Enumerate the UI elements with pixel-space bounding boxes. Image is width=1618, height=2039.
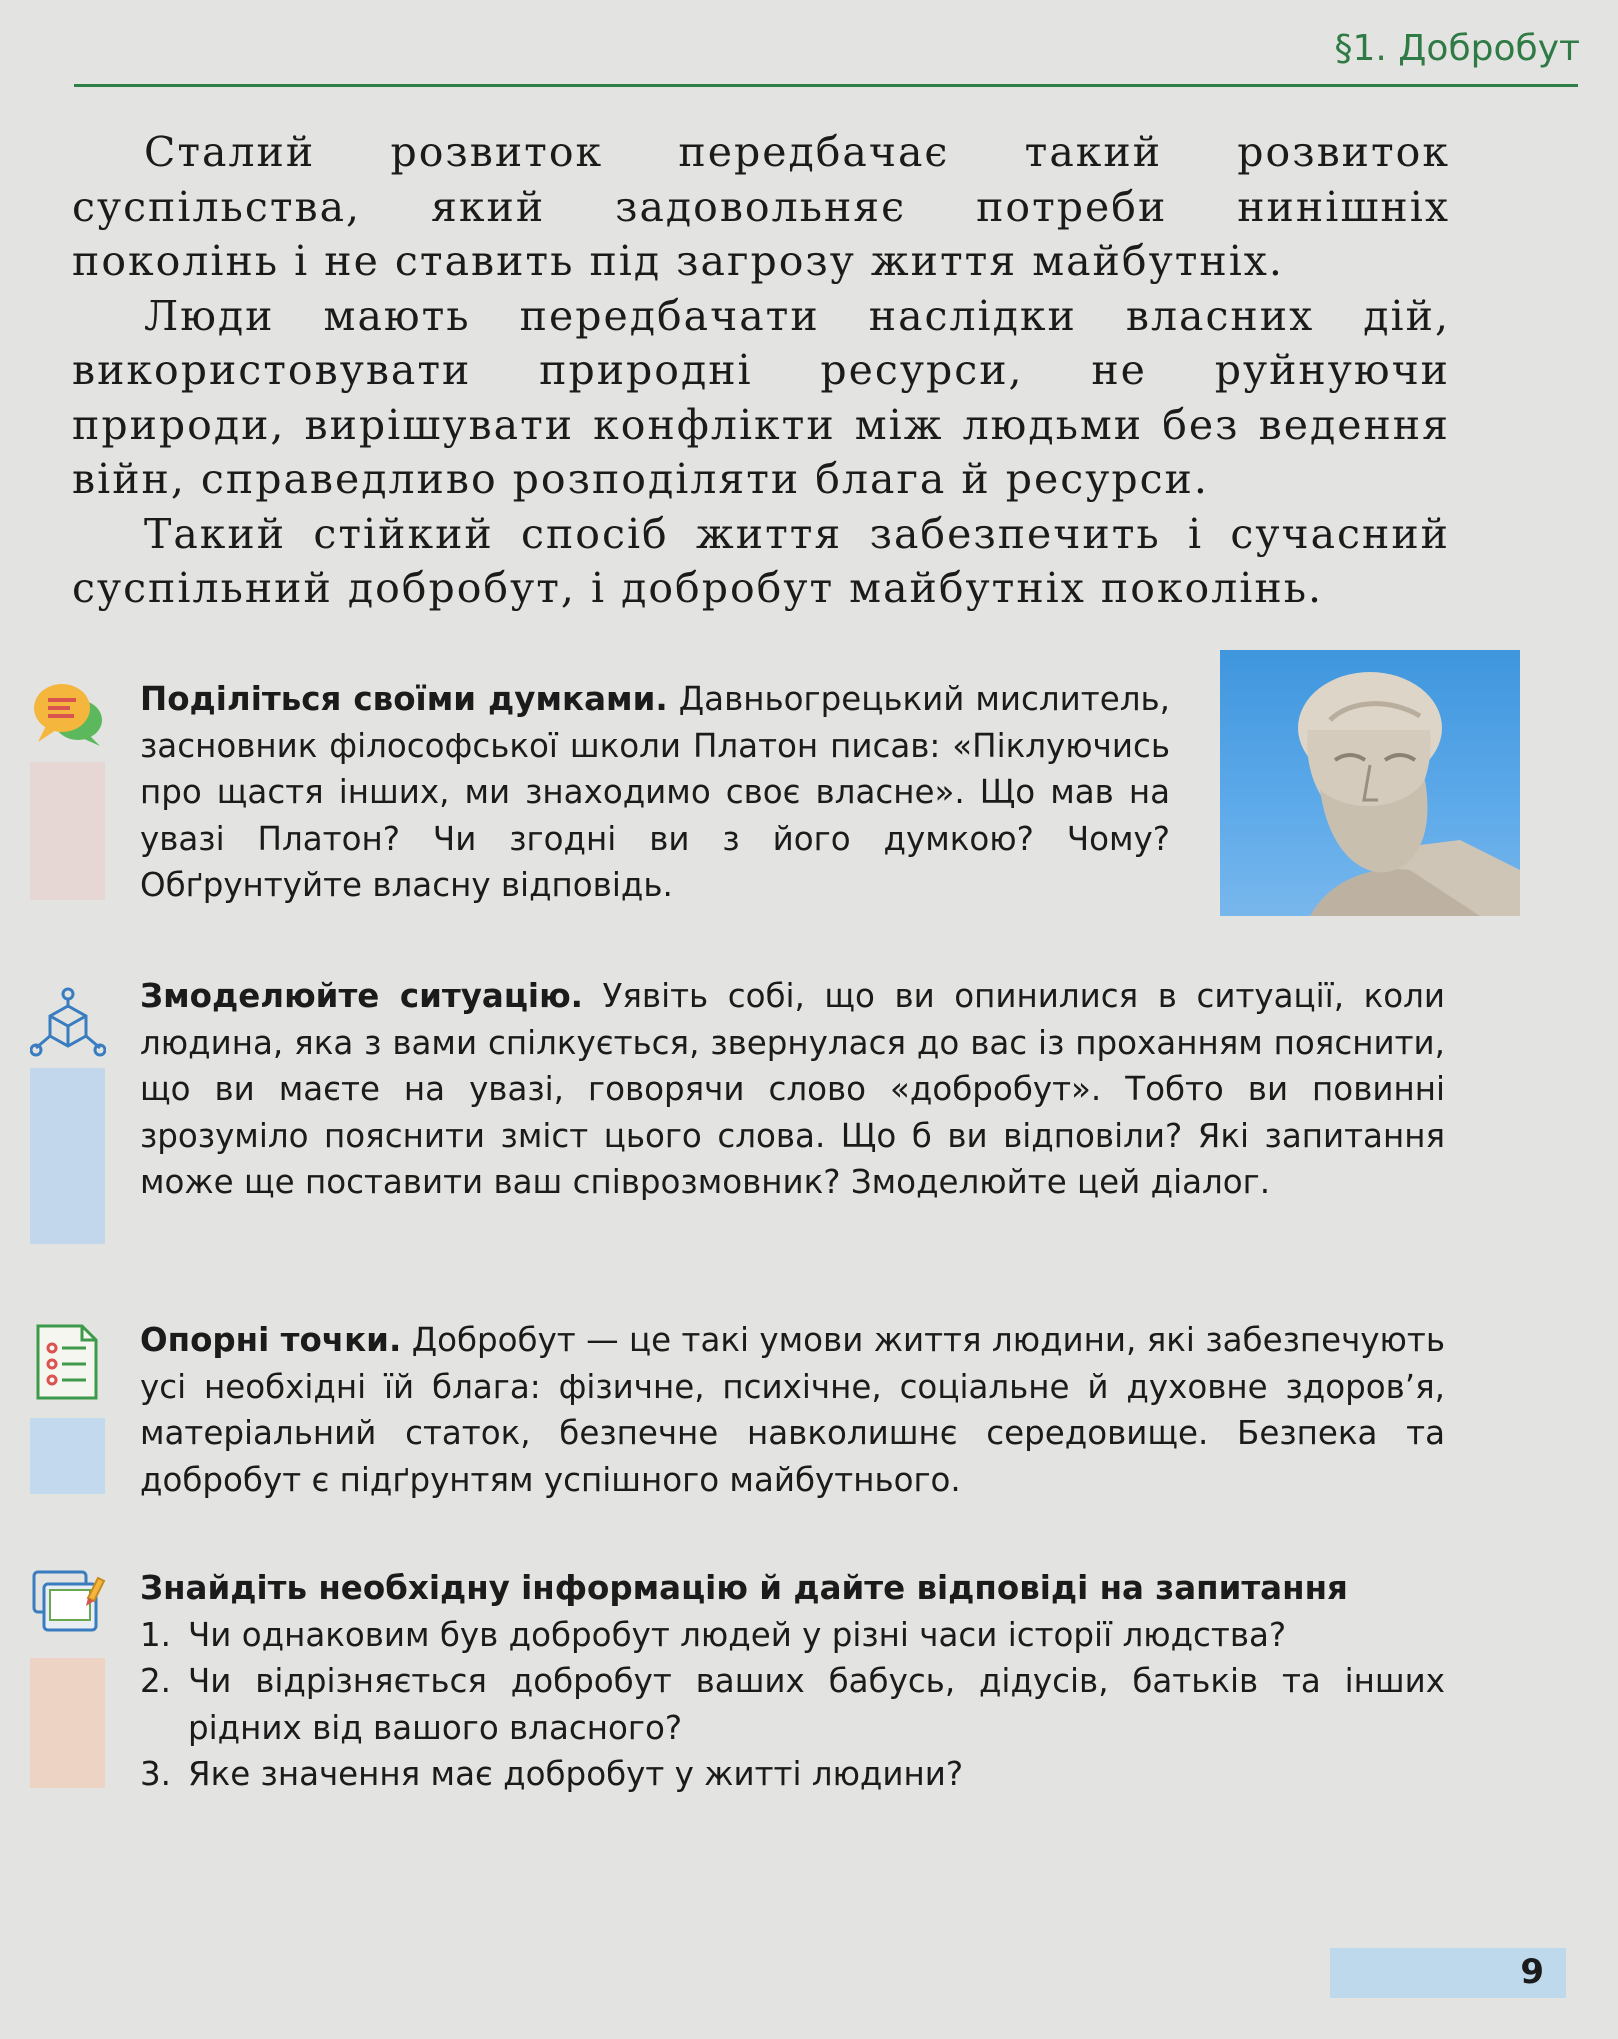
question-number: 1. <box>140 1615 172 1654</box>
plato-bust-image <box>1220 650 1520 916</box>
color-strip-blue <box>30 1068 105 1244</box>
cube-model-icon <box>30 986 106 1067</box>
question-item <box>140 1751 1445 1798</box>
color-strip-pink <box>30 762 105 900</box>
intro-text <box>72 125 1450 616</box>
page-number-box <box>1330 1948 1566 1998</box>
key-points-title: Опорні точки. <box>140 1321 402 1359</box>
question-item <box>140 1612 1445 1659</box>
color-strip-orange <box>30 1658 105 1788</box>
page-number: 9 <box>1520 1952 1544 1992</box>
speech-bubbles-icon <box>30 678 106 755</box>
color-strip-light-blue <box>30 1418 105 1494</box>
question-item <box>140 1658 1445 1751</box>
question-text: Чи відрізняється добробут ваших бабусь, дідусів, батьків та інших рідних від вашого власного? <box>188 1662 1445 1747</box>
key-points-block <box>140 1317 1445 1503</box>
header-divider <box>74 84 1578 87</box>
intro-paragraph-1: Сталий розвиток передбачає такий розвиток суспільства, який задовольняє потреби нинішніх поколінь і не ставить під загрозу життя майбутніх. <box>72 128 1450 285</box>
tablet-pen-icon <box>30 1568 106 1643</box>
question-text: Яке значення має добробут у житті людини? <box>188 1755 964 1793</box>
question-number: 3. <box>140 1755 172 1793</box>
model-situation-text: Уявіть собі, що ви опинилися в ситуації, коли людина, яка з вами спілкується, звернулася до вас із проханням пояснити, що ви маєте на увазі, говорячи слово «добробут». Тобто ви повинні зрозуміло пояснити зміст цього слова. Що б ви відповіли? Які запитання може ще поставити ваш співрозмовник? Змоделюйте цей діалог. <box>140 977 1445 1201</box>
model-situation-block <box>140 973 1445 1206</box>
intro-paragraph-3: Такий стійкий спосіб життя забезпечить і сучасний суспільний добробут, і добробут майбутніх поколінь. <box>72 509 1450 612</box>
find-info-block <box>140 1565 1445 1798</box>
share-thoughts-title: Поділіться своїми думками. <box>140 680 668 718</box>
intro-paragraph-2: Люди мають передбачати наслідки власних дій, використовувати природні ресурси, не руйнуючи природи, вирішувати конфлікти між людьми без ведення війн, справедливо розподіляти блага й ресурси. <box>72 291 1450 503</box>
model-situation-title: Змоделюйте ситуацію. <box>140 977 584 1015</box>
find-info-title: Знайдіть необхідну інформацію й дайте відповіді на запитання <box>140 1569 1348 1607</box>
question-number: 2. <box>140 1662 172 1700</box>
checklist-icon <box>32 1322 102 1407</box>
section-title: §1. Добробут <box>1334 28 1580 69</box>
question-text: Чи однаковим був добробут людей у різні часи історії людства? <box>188 1615 1287 1654</box>
share-thoughts-text: Давньогрецький мислитель, засновник філософської школи Платон писав: «Піклуючись про щастя інших, ми знаходимо своє власне». Що мав на увазі Платон? Чи згодні ви з його думкою? Чому? Обґрунтуйте власну відповідь. <box>140 680 1170 904</box>
questions-list <box>140 1612 1445 1798</box>
key-points-text: Добробут — це такі умови життя людини, які забезпечують усі необхідні їй блага: фізичне, психічне, соціальне й духовне здоров’я, матеріальний статок, безпечне навколишнє середовище. Безпека та добробут є підґрунтям успішного майбутнього. <box>140 1321 1445 1499</box>
share-thoughts-block <box>140 676 1170 909</box>
